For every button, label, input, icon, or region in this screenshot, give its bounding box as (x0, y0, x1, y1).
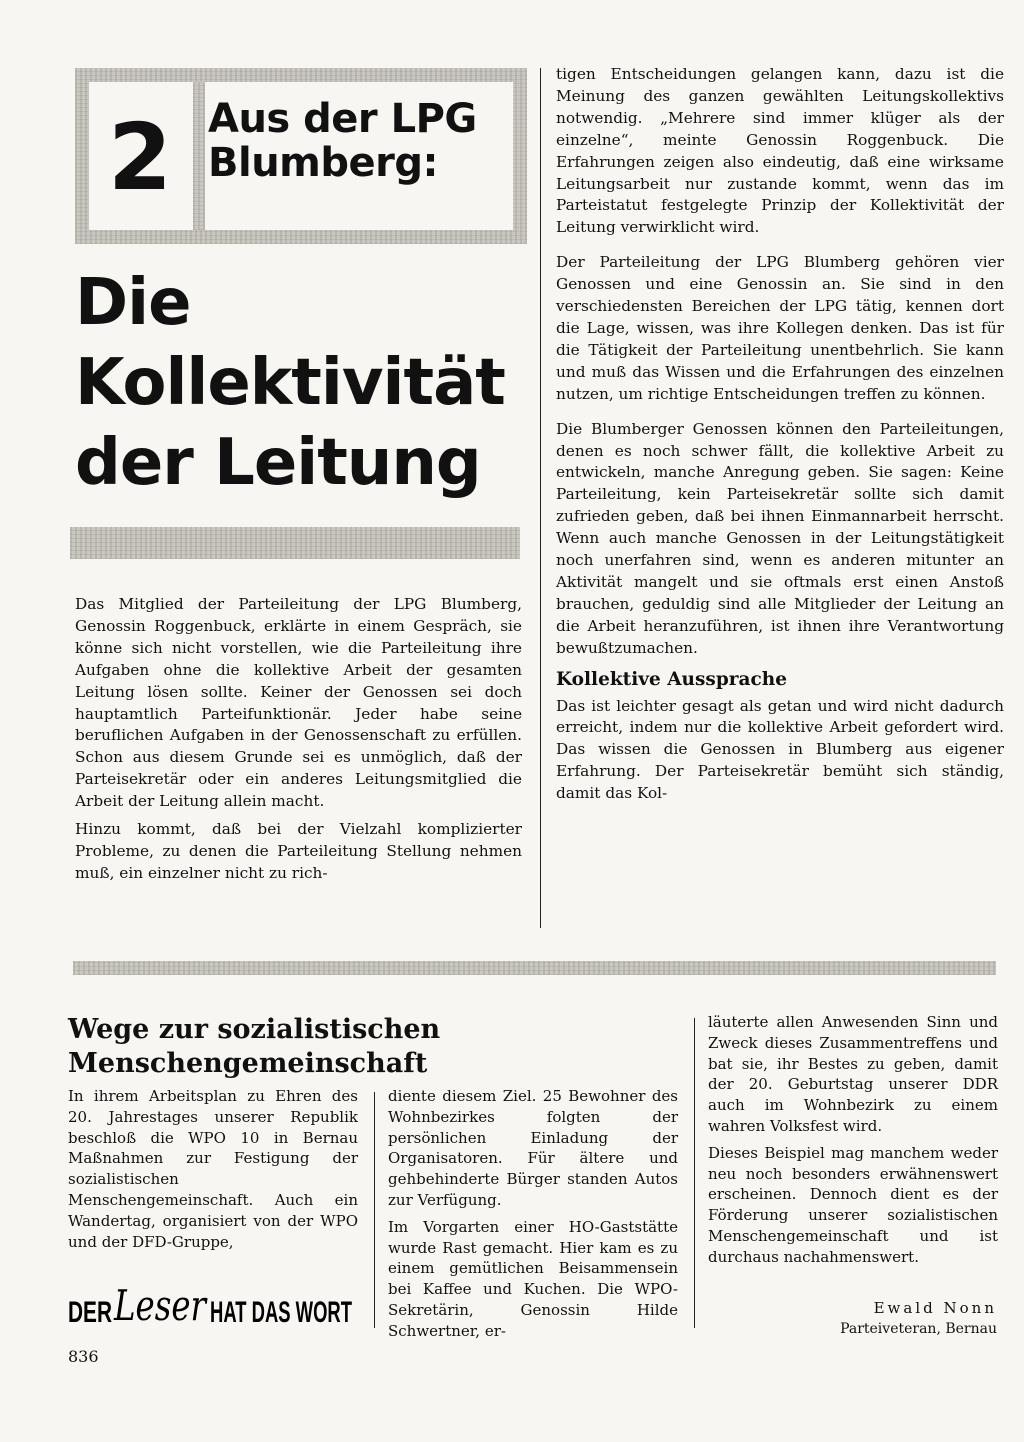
article2-column-3 (708, 1012, 998, 1268)
article2-column-1 (68, 1086, 358, 1252)
page-number: 836 (68, 1347, 99, 1366)
article1-column-1 (75, 594, 522, 885)
paragraph: Der Parteileitung der LPG Blumberg gehören vier Genossen und eine Genossin an. Sie sind in den verschiedensten Bereichen der LPG tätig, kennen dort die Lage, wissen, was ihre Kollegen denken. Das ist für die Tätigkeit der Parteileitung unentbehrlich. Sie kann und muß das Wissen und die Erfahrungen des einzelnen nutzen, um richtige Entscheidungen treffen zu können. (556, 253, 1004, 403)
kicker-box-divider (193, 82, 205, 230)
paragraph: In ihrem Arbeitsplan zu Ehren des 20. Jahrestages unserer Republik beschloß die WPO 10 in Bernau Maßnahmen zur Festigung der sozialistischen Menschengemeinschaft. Auch ein Wandertag, organisiert von der WPO und der DFD-Gruppe, (68, 1087, 358, 1251)
paragraph: Im Vorgarten einer HO-Gaststätte wurde Rast gemacht. Hier kam es zu einem gemütlichen Beisammensein bei Kaffee und Kuchen. Die WPO-Sekretärin, Genossin Hilde Schwertner, er- (388, 1217, 678, 1340)
article-kicker: Aus der LPG Blumberg: (208, 96, 477, 186)
author-title: Parteiveteran, Bernau (840, 1321, 997, 1337)
logo-text-hat-das-wort: HAT DAS WORT (210, 1296, 352, 1329)
author-name: Ewald Nonn (873, 1299, 997, 1317)
headline-line: Die (75, 266, 191, 340)
column-rule (540, 68, 541, 928)
paragraph: läuterte allen Anwesenden Sinn und Zweck dieses Zusammentreffens und bat sie, ihr Bestes zu geben, damit der 20. Geburtstag unserer DDR auch im Wohnbezirk zu einem wahren Volksfest wird. (708, 1013, 998, 1135)
paragraph: Die Blumberger Genossen können den Parteileitungen, denen es noch schwer fällt, die kollektive Arbeit zu entwickeln, manche Anregung geben. Sie sagen: Keine Parteileitung, kein Parteisekretär sollte sich damit zufrieden geben, daß bei ihnen Einmannarbeit herrscht. Wenn auch manche Genossen in der Leitungstätigkeit noch unerfahren sind, wenn es anderen mitunter an Aktivität mangelt und sie oftmals erst einen Anstoß brauchen, geduldig sind alle Mitglieder der Leitung an die Arbeit heranzuführen, ist ihnen ihre Verantwortung bewußtzumachen. (556, 419, 1004, 657)
logo-text-der: DER (68, 1296, 113, 1329)
author-signature (840, 1298, 997, 1340)
paragraph: diente diesem Ziel. 25 Bewohner des Wohnbezirkes folgten der persönlichen Einladung der Organisatoren. Für ältere und gehbehinderte Bürger standen Autos zur Verfügung. (388, 1087, 678, 1209)
decorative-bar (70, 527, 520, 559)
paragraph: Das Mitglied der Parteileitung der LPG Blumberg, Genossin Roggenbuck, erklärte in einem Gespräch, sie könne sich nicht vorstellen, wie die Parteileitung ihre Aufgaben ohne die kollektive Arbeit der gesamten Leitung lösen sollte. Keiner der Genossen sei doch hauptamtlich Parteifunktionär. Jeder habe seine beruflichen Aufgaben in der Genossenschaft zu erfüllen. Schon aus diesem Grunde sei es unmöglich, daß der Parteisekretär oder ein anderes Leitungsmitglied die Arbeit der Leitung allein macht. (75, 595, 522, 811)
article2-column-2 (388, 1086, 678, 1342)
article-number: 2 (108, 104, 173, 211)
article2-headline: Wege zur sozialistischen Menschengemeinschaft (68, 1014, 441, 1079)
section-divider-bar (73, 961, 996, 975)
paragraph: Das ist leichter gesagt als getan und wird nicht dadurch erreicht, indem nur die kollektive Arbeit gefordert wird. Das wissen die Genossen in Blumberg aus eigener Erfahrung. Der Parteisekretär bemüht sich ständig, damit das Kol- (556, 696, 1004, 803)
headline-line: Kollektivität (75, 346, 505, 420)
headline-line: der Leitung (75, 426, 481, 500)
paragraph: Dieses Beispiel mag manchem weder neu noch besonders erwähnenswert erscheinen. Dennoch dient es der Förderung unserer sozialistischen Menschengemeinschaft und ist durchaus nachahmenswert. (708, 1143, 998, 1266)
article-headline (75, 263, 535, 503)
der-leser-hat-das-wort-logo (68, 1282, 353, 1328)
column-rule (374, 1092, 375, 1328)
article1-column-2 (556, 64, 1004, 805)
paragraph: Hinzu kommt, daß bei der Vielzahl komplizierter Probleme, zu denen die Parteileitung Stellung nehmen muß, ein einzelner nicht zu rich- (75, 820, 522, 882)
logo-text-leser: Leser (113, 1281, 209, 1330)
column-rule (694, 1018, 695, 1328)
section-subhead: Kollektive Aussprache (556, 668, 787, 690)
paragraph: tigen Entscheidungen gelangen kann, dazu ist die Meinung des ganzen gewählten Leitungskollektivs notwendig. „Mehrere sind immer klüger als der einzelne“, meinte Genossin Roggenbuck. Die Erfahrungen zeigen also eindeutig, daß eine wirksame Leitungsarbeit nur zustande kommt, wenn das im Parteistatut festgelegte Prinzip der Kollektivität der Leitung verwirklicht wird. (556, 65, 1004, 237)
